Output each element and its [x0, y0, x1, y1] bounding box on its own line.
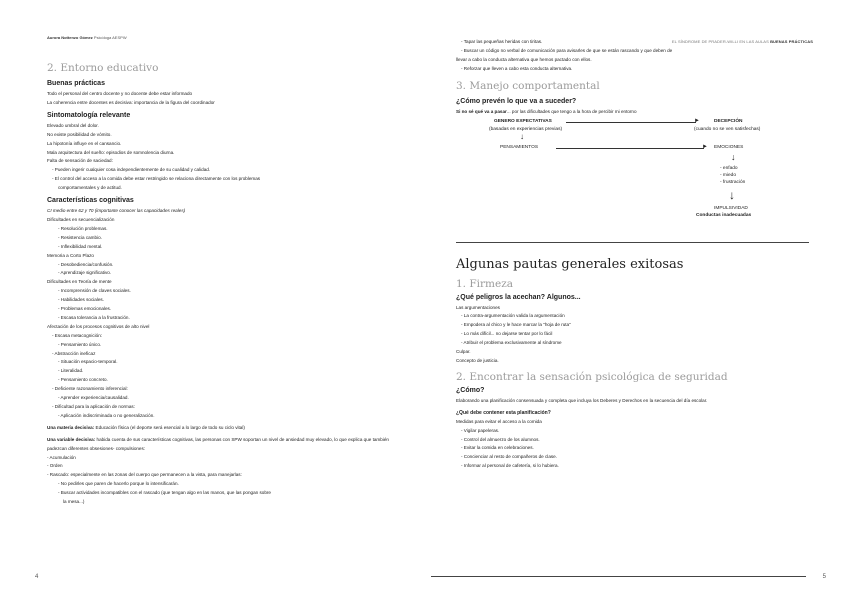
list-item: - Lo más difícil... no dejarse tentar por lo fácil — [461, 331, 553, 337]
list-item: - Orden — [47, 463, 63, 469]
text-line: Elevado umbral del dolor. — [47, 122, 99, 128]
list-item: - Pensamiento concreto. — [58, 377, 108, 383]
list-item: - Tapar las pequeñas heridas con tiritas. — [461, 39, 543, 44]
list-item: - Resistencia cambio. — [58, 234, 102, 240]
bullet-line: comportamentales y de actitud. — [58, 185, 122, 191]
security-question: ¿Cómo? — [456, 386, 485, 394]
list-item: - Habilidades sociales. — [58, 297, 104, 303]
planning-question: ¿Qué debe contener esta planificación? — [456, 409, 551, 416]
list-item: - Empodera al chico y le hace marcar la "hoja de ruta" — [461, 322, 571, 328]
security-text: Elaborando una planificación consensuada y completa que incluya los Deberes y Derechos en la secuencia del día escolar. — [456, 397, 708, 403]
text-line: No existe posibilidad de vómito. — [47, 131, 112, 137]
list-item: - Problemas emocionales. — [58, 306, 112, 312]
list-item: - Resolución problemas. — [58, 225, 108, 231]
obsessions-list — [47, 454, 424, 507]
list-item: - Escasa tolerancia a la frustración. — [58, 314, 130, 320]
planning-intro: Medidas para evitar el acceso a la comida — [456, 418, 542, 424]
firmness-list — [456, 304, 848, 366]
list-item: Dificultades en Teoría de mente — [47, 279, 112, 285]
page-number-left: 4 — [35, 574, 39, 580]
good-practices-heading: Buenas prácticas — [47, 80, 105, 87]
list-item: Concepto de justicia. — [456, 357, 499, 363]
arrow-down-icon: ↓ — [731, 151, 736, 162]
firmness-title: 1. Firmeza — [456, 277, 513, 290]
list-item: - Escasa metacognición: — [52, 332, 103, 338]
node-emotions: EMOCIONES — [714, 144, 744, 150]
header-prefix: EL SÍNDROME DE PRADER-WILLI EN LAS AULAS — [671, 39, 769, 44]
list-item: - Literalidad. — [58, 368, 84, 374]
behaviour-flow-diagram — [456, 117, 806, 257]
emotion-frustration: - frustración — [720, 179, 746, 185]
right-page-header — [672, 39, 813, 44]
arrow-line — [566, 122, 696, 123]
symptoms-list — [47, 122, 424, 193]
list-item: - Rascado: especialmente en las zonas del cuerpo que permanecen a la vista, para manejarlas: — [47, 472, 242, 478]
list-item: - Concienciar al resto de compañeros de clase. — [461, 454, 558, 460]
left-page-header — [47, 35, 424, 40]
symptoms-heading: Sintomatología relevante — [47, 111, 131, 119]
list-item: - Buscar actividades incompatibles con el rascado (que tengan algo en las manos, que las pongan sobre — [58, 490, 271, 496]
footer-rule — [431, 576, 806, 577]
list-item: llevar a cabo la conducta alternativa que hemos pactado con ellos. — [456, 56, 592, 62]
bullet-line: - El control del acceso a la comida debe estar restringido se relaciona directamente con los problemas — [52, 176, 261, 182]
list-item: Afectación de los procesos cognitivos de alto nivel — [47, 323, 150, 329]
cognitive-intro: CI medio entre 62 y 70 (importante conocer las capacidades reales) — [47, 208, 186, 214]
list-item: - Pensamiento único. — [58, 341, 102, 347]
intro-rest: ... por las dificultades que tengo a la hora de percibir mi entorno — [506, 108, 637, 114]
arrow-line — [556, 148, 704, 149]
page-number-right: 5 — [822, 574, 826, 580]
list-item: - La contra-argumentación valida la argumentación — [461, 313, 565, 319]
node-impulsivity: IMPULSIVIDAD — [714, 205, 748, 211]
planning-list — [456, 427, 848, 472]
list-item: Culpar. — [456, 349, 471, 355]
cognitive-heading: Características cognitivas — [47, 197, 134, 205]
list-item: - Abstracción ineficaz — [52, 350, 96, 356]
arrow-down-icon: ↓ — [520, 131, 524, 141]
node-thoughts: PENSAMIENTOS — [500, 144, 539, 150]
emotion-anger: - enfado — [720, 165, 738, 171]
anticipation-question: ¿Cómo prevén lo que va a suceder? — [456, 97, 577, 105]
decisive-subject-text: Educación física (el deporte será esencial a lo largo de todo su ciclo vital) — [94, 424, 245, 430]
author-name: Aurora Nottenzo Gómez — [47, 35, 93, 40]
list-item: - Informar al personal de cafetería, si lo hubiera. — [461, 463, 559, 469]
list-item: - Acumulación — [47, 454, 76, 460]
list-item: - Aprendizaje significativo. — [58, 270, 112, 276]
node-deception-note: (cuando no se ven satisfechas) — [694, 126, 761, 132]
decisive-variable-label: Una variable decisiva: — [47, 436, 96, 442]
cognitive-list — [47, 216, 424, 421]
intro-bold: Si no sé qué va a pasar — [456, 108, 507, 114]
list-item: - Desobediencia/confusión. — [58, 261, 114, 267]
section-divider — [456, 242, 809, 243]
list-item: la mesa...) — [63, 499, 85, 505]
decisive-variable-text: habida cuenta de sus características cognitivas, las personas con SPW soportan un nivel de ansiedad muy elevado, lo que explica que también padezcan diferentes obsesiones- compulsiones: — [47, 436, 389, 451]
text-line: Falta de sensación de saciedad: — [47, 158, 113, 164]
list-item: - Buscar un código no verbal de comunicación para avisarles de que se están rascando y que deben de — [461, 47, 673, 53]
list-item: - No pedirles que paren de hacerlo porque lo intensificarán. — [58, 481, 179, 487]
text-line: Mala arquitectura del sueño: episodios de somnolencia diurna. — [47, 149, 175, 155]
text-line: La hipotonía influye en el cansancio. — [47, 140, 122, 146]
list-item: Las argumentaciones — [456, 304, 500, 310]
good-practices-text — [47, 90, 424, 108]
node-deception: DECEPCIÓN — [714, 118, 743, 124]
text-line: La coherencia entre docentes es decisiva: importancia de la figura del coordinador — [47, 99, 215, 105]
list-item: - Atribuir el problema exclusivamente al síndrome — [461, 340, 562, 346]
list-item: - Aplicación indiscriminada o no generalización. — [58, 412, 155, 418]
section-title-educational-environment: 2. Entorno educativo — [47, 62, 159, 74]
decisive-subject — [47, 424, 424, 433]
arrow-right-icon: ► — [694, 117, 700, 124]
anticipation-intro — [456, 108, 848, 117]
list-item: - Control del almuerzo de los alumnos. — [461, 436, 540, 442]
list-item: - Dificultad para la aplicación de normas: — [52, 404, 135, 409]
list-item: - Inflexibilidad mental. — [58, 243, 103, 249]
decisive-subject-label: Una materia decisiva: — [47, 424, 95, 430]
bullet-line: - Pueden ingerir cualquier cosa independientemente de su cualidad y calidad. — [52, 167, 211, 173]
firmness-question: ¿Qué peligros la acechan? Algunos... — [456, 293, 581, 301]
list-item: Dificultades en secuencialización — [47, 216, 115, 222]
list-item: - Incomprensión de claves sociales. — [58, 288, 131, 294]
header-bold: BUENAS PRÁCTICAS — [770, 39, 813, 44]
author-role: Psicóloga AESPW — [93, 35, 127, 40]
right-page — [424, 0, 848, 600]
node-inadequate-behaviours: Conductas inadecuadas — [696, 212, 752, 218]
patterns-title: Algunas pautas generales exitosas — [456, 256, 684, 272]
text-line: Todo el personal del centro docente y no docente debe estar informado — [47, 91, 193, 96]
list-item: - Aprender experiencia/causalidad. — [58, 395, 129, 401]
emotion-fear: - miedo — [720, 172, 736, 178]
list-item: - Reforzar que lleven a cabo esta conducta alternativa. — [461, 65, 573, 71]
section-title-behaviour: 3. Manejo comportamental — [456, 79, 600, 92]
list-item: Memoria a Corto Plazo — [47, 252, 94, 258]
node-expectations: GENERO EXPECTATIVAS — [494, 118, 552, 124]
security-title: 2. Encontrar la sensación psicológica de seguridad — [456, 370, 728, 383]
list-item: - Evitar la comida en celebraciones. — [461, 445, 534, 451]
node-expectations-note: (basadas en experiencias previas) — [489, 126, 563, 132]
arrow-right-icon: ► — [702, 143, 708, 150]
decisive-variable — [47, 436, 392, 454]
list-item: - Vigilar papeleras. — [461, 427, 500, 433]
arrow-down-icon: ↓ — [729, 187, 735, 202]
list-item: - Deficiente razonamiento inferencial: — [52, 386, 128, 392]
list-item: - Situación espacio-temporal. — [58, 359, 118, 365]
